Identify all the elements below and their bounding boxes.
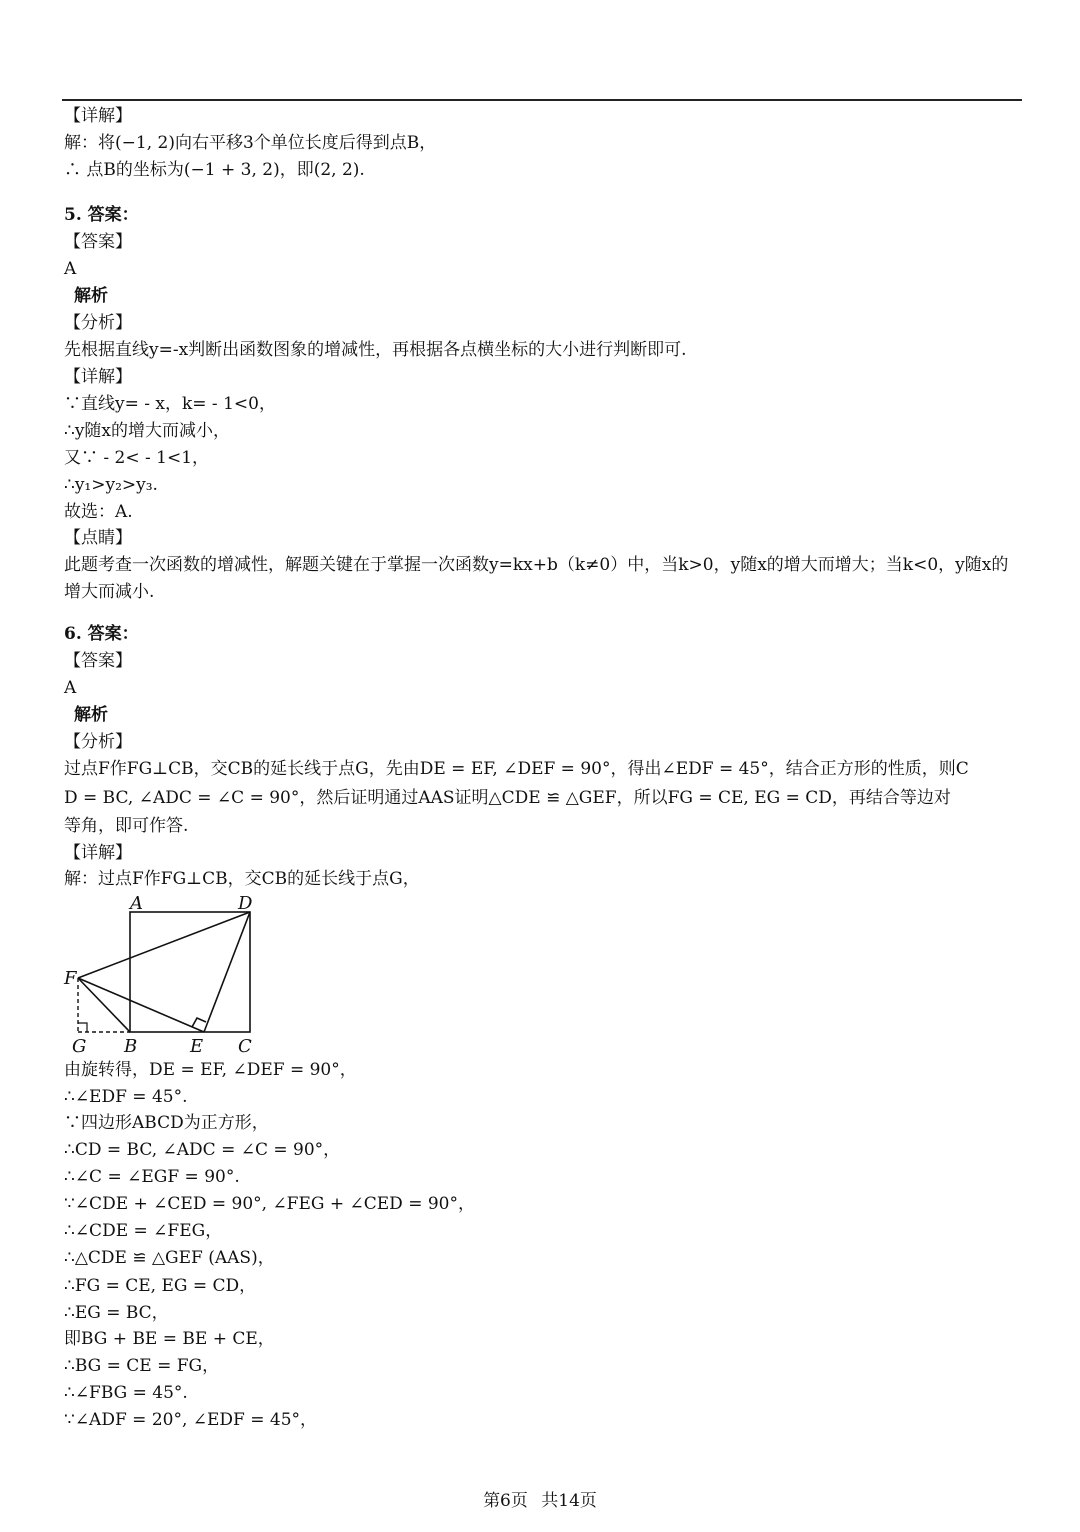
page-number: 第6页: [483, 1491, 528, 1511]
q6-heading: 6. 答案：: [64, 624, 139, 644]
label-f: F: [64, 968, 77, 989]
q6-step: ∴BG = CE = FG，: [64, 1356, 220, 1376]
q6-step: 即BG + BE = BE + CE，: [64, 1329, 275, 1349]
q5-answer-tag: 【答案】: [64, 232, 132, 252]
q5-analysis-tag: 【分析】: [64, 313, 132, 333]
q5-step: 又∵ - 2< - 1<1，: [64, 448, 210, 468]
label-d: D: [238, 893, 253, 914]
header-rule: [62, 99, 1022, 101]
page-total: 共14页: [541, 1491, 597, 1511]
q6-step: ∵∠ADF = 20°, ∠EDF = 45°，: [64, 1410, 318, 1430]
q5-detail-tag: 【详解】: [64, 367, 132, 387]
q6-analysis-tag: 【分析】: [64, 732, 132, 752]
q5-comment: 此题考查一次函数的增减性，解题关键在于掌握一次函数y=kx+b（k≠0）中，当k>0，y随x的增大而增大；当k<0，y随x的: [64, 555, 1009, 575]
solution-line: ∴ 点B的坐标为(−1 + 3, 2)，即(2, 2).: [64, 160, 365, 180]
q6-step: ∴∠CDE = ∠FEG，: [64, 1221, 223, 1241]
detail-tag-4: 【详解】: [64, 106, 132, 126]
q6-detail-tag: 【详解】: [64, 843, 132, 863]
label-e: E: [190, 1036, 204, 1057]
q6-analysis: 过点F作FG⊥CB，交CB的延长线于点G，先由DE = EF, ∠DEF = 90°，得出∠EDF = 45°，结合正方形的性质，则C: [64, 759, 969, 779]
q6-answer-tag: 【答案】: [64, 651, 132, 671]
q6-step: ∵四边形ABCD为正方形，: [64, 1113, 269, 1133]
q5-step: ∴y₁>y₂>y₃.: [64, 475, 158, 495]
q6-step: ∴△CDE ≌ △GEF (AAS)，: [64, 1248, 275, 1268]
square-abcd: [130, 912, 250, 1032]
q5-comment: 增大而减小.: [64, 582, 155, 602]
q6-analysis: 等角，即可作答.: [64, 816, 189, 836]
q6-step: ∴∠EDF = 45°.: [64, 1087, 188, 1107]
label-c: C: [238, 1036, 252, 1057]
segment-fd: [78, 912, 250, 978]
label-b: B: [124, 1036, 138, 1057]
q6-answer: A: [64, 678, 77, 698]
q6-step: ∴∠FBG = 45°.: [64, 1383, 188, 1403]
q6-jiexi: 解析: [74, 705, 108, 725]
page-footer: [0, 1486, 1080, 1511]
label-g: G: [72, 1036, 87, 1057]
q5-step: ∵直线y= - x，k= - 1<0，: [64, 394, 276, 414]
right-angle-e: [192, 1018, 206, 1027]
q5-comment-tag: 【点睛】: [64, 528, 132, 548]
q5-step: ∴y随x的增大而减小，: [64, 421, 231, 441]
q6-step: ∵∠CDE + ∠CED = 90°, ∠FEG + ∠CED = 90°，: [64, 1194, 475, 1214]
q6-step: ∴FG = CE, EG = CD，: [64, 1276, 257, 1296]
q6-detail-intro: 解：过点F作FG⊥CB，交CB的延长线于点G，: [64, 869, 420, 889]
right-angle-g: [78, 1023, 87, 1032]
q5-heading: 5. 答案：: [64, 205, 139, 225]
solution-line: 解：将(−1, 2)向右平移3个单位长度后得到点B，: [64, 133, 437, 153]
segment-de: [204, 912, 250, 1032]
q6-analysis: D = BC, ∠ADC = ∠C = 90°，然后证明通过AAS证明△CDE ≌ △GEF，所以FG = CE, EG = CD，再结合等边对: [64, 788, 951, 808]
q6-step: 由旋转得，DE = EF, ∠DEF = 90°，: [64, 1060, 357, 1080]
q5-jiexi: 解析: [74, 286, 108, 306]
geometry-diagram: [58, 890, 278, 1058]
q5-analysis: 先根据直线y=-x判断出函数图象的增减性，再根据各点横坐标的大小进行判断即可.: [64, 340, 687, 360]
q6-step: ∴CD = BC, ∠ADC = ∠C = 90°，: [64, 1140, 341, 1160]
q5-step: 故选：A.: [64, 502, 133, 522]
segment-fb: [78, 978, 130, 1032]
q6-step: ∴∠C = ∠EGF = 90°.: [64, 1167, 240, 1187]
q6-step: ∴EG = BC，: [64, 1303, 169, 1323]
label-a: A: [130, 893, 143, 914]
segment-fe: [78, 978, 204, 1032]
q5-answer: A: [64, 259, 77, 279]
